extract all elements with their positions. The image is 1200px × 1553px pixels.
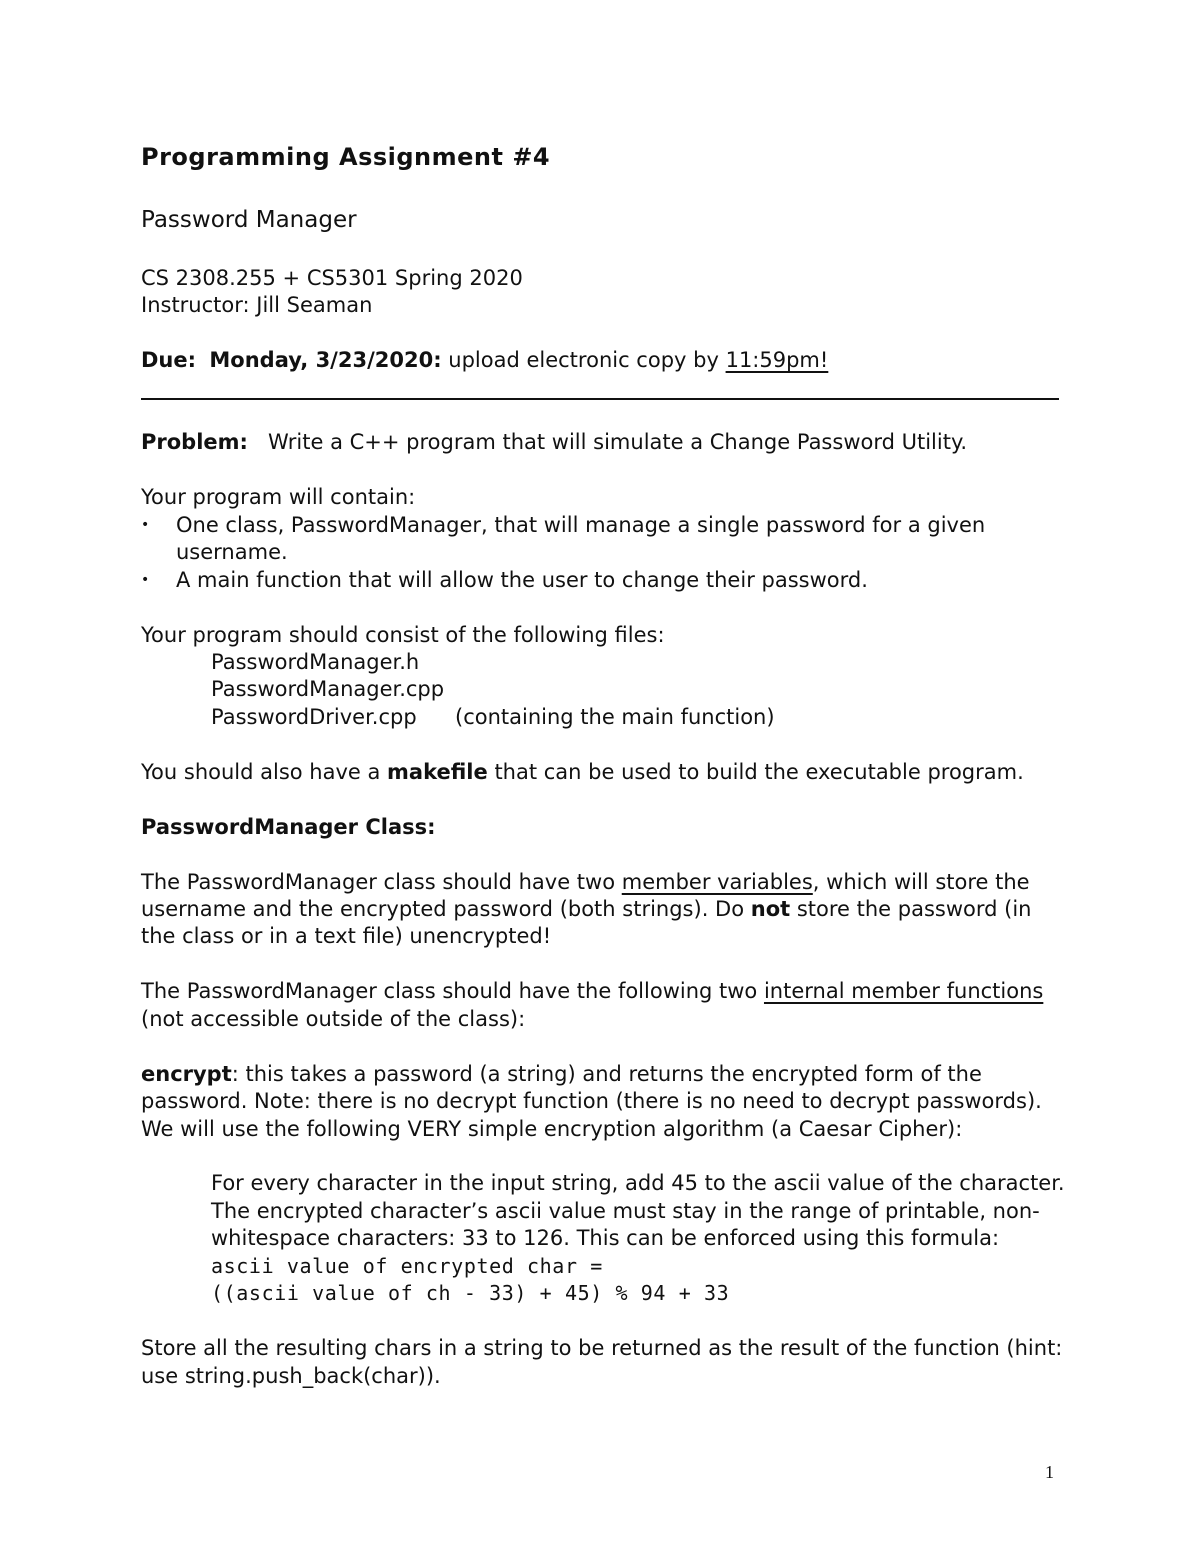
bullet1-line2: username. [176,540,288,564]
makefile-text: You should also have a [141,760,388,784]
text: The PasswordManager class should have the following two [141,979,764,1003]
page-subtitle: Password Manager [141,207,357,233]
contents-intro: Your program will contain: [141,485,416,509]
text: store the password (in [790,897,1032,921]
paragraph-line: (not accessible outside of the class): [141,1007,526,1031]
bullet2-text: A main function that will allow the user to change their password. [176,568,868,592]
makefile-bold: makefile [387,760,488,784]
paragraph-line: whitespace characters: 33 to 126. This can be enforced using this formula: [211,1226,1000,1250]
files-intro: Your program should consist of the following files: [141,623,665,647]
text: The PasswordManager class should have two [141,870,622,894]
paragraph-line: We will use the following VERY simple encryption algorithm (a Caesar Cipher): [141,1117,963,1141]
bullet-icon: • [141,517,150,533]
paragraph-line: Store all the resulting chars in a string to be returned as the result of the function (hint: [141,1336,1063,1360]
page-number: 1 [1045,1462,1054,1482]
due-line [141,347,828,374]
problem-label: Problem: [141,430,248,454]
file-note: (containing the main function) [455,705,775,729]
file-item: PasswordDriver.cpp [211,705,417,729]
code-line: ((ascii value of ch - 33) + 45) % 94 + 33 [211,1281,730,1305]
paragraph-line: use string.push_back(char)). [141,1364,441,1388]
due-date: Monday, 3/23/2020: [209,348,442,372]
due-label: Due: [141,348,197,372]
paragraph-line: The encrypted character’s ascii value must stay in the range of printable, non- [211,1199,1040,1223]
code-line: ascii value of encrypted char = [211,1254,603,1278]
file-item: PasswordManager.h [211,650,420,674]
text: : this takes a password (a string) and returns the encrypted form of the [231,1062,982,1086]
makefile-text: that can be used to build the executable program. [487,760,1024,784]
problem-text: Write a C++ program that will simulate a Change Password Utility. [267,430,968,454]
page-title: Programming Assignment #4 [141,143,551,171]
underlined-term: member variables [621,870,813,894]
horizontal-rule [141,398,1059,400]
file-item: PasswordManager.cpp [211,677,445,701]
paragraph-line: For every character in the input string, add 45 to the ascii value of the character. [211,1171,1065,1195]
bold-term: not [750,897,791,921]
paragraph-line [141,1061,982,1088]
text: username and the encrypted password (both strings). Do [141,897,751,921]
function-name: encrypt [141,1062,232,1086]
text: , which will store the [812,870,1030,894]
paragraph-line [141,869,1030,896]
due-time: 11:59pm! [725,348,829,372]
bullet1-line1: One class, PasswordManager, that will manage a single password for a given [176,513,986,537]
instructor-info: Instructor: Jill Seaman [141,293,373,317]
underlined-term: internal member functions [763,979,1044,1003]
course-info: CS 2308.255 + CS5301 Spring 2020 [141,266,523,290]
paragraph-line [141,896,1032,923]
due-text: upload electronic copy by [441,348,726,372]
section-heading: PasswordManager Class: [141,815,436,839]
paragraph-line: password. Note: there is no decrypt function (there is no need to decrypt passwords). [141,1089,1042,1113]
bullet-icon: • [141,572,150,588]
problem-line [141,429,967,456]
makefile-line [141,759,1024,786]
paragraph-line [141,978,1043,1005]
paragraph-line: the class or in a text file) unencrypted! [141,924,552,948]
